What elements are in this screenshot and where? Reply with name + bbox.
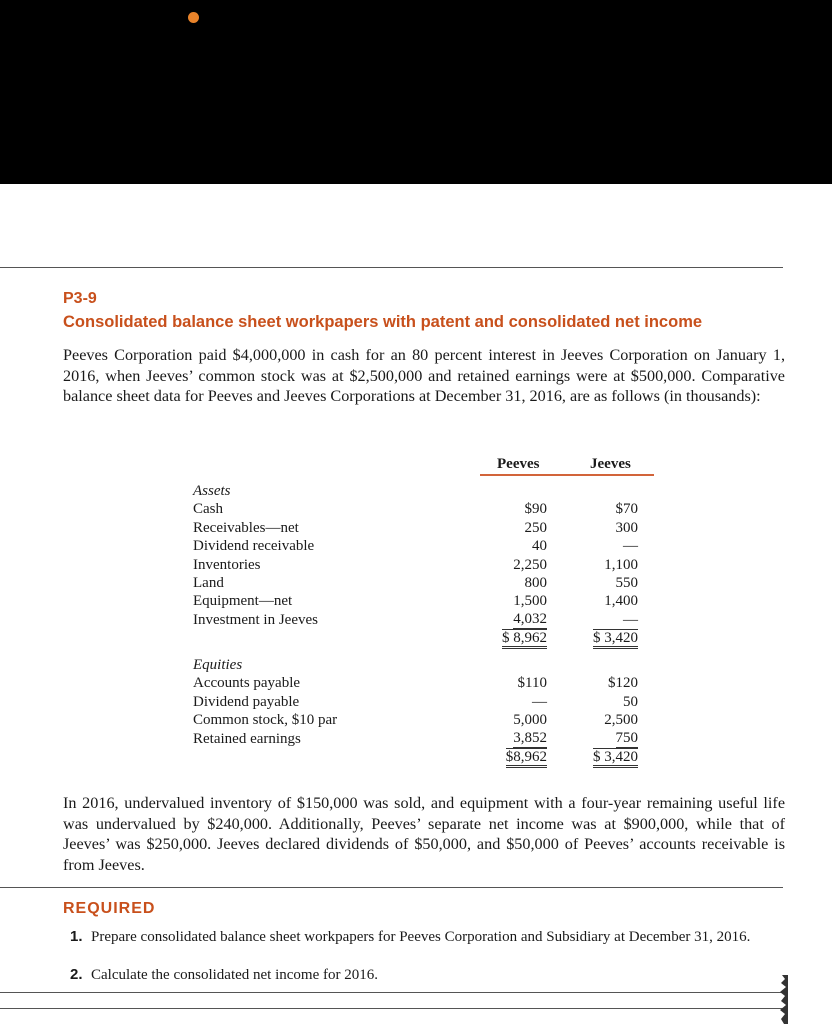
row-label: Dividend receivable bbox=[193, 538, 315, 555]
table-row bbox=[0, 674, 832, 692]
peeves-value: 4,032 bbox=[513, 610, 547, 627]
peeves-value: 1,500 bbox=[513, 593, 547, 610]
item-text: Prepare consolidated balance sheet workpapers for Peeves Corporation and Subsidiary at December 31, 2016. bbox=[91, 929, 751, 945]
jeeves-equities-total: $ 3,420 bbox=[593, 748, 638, 768]
jeeves-value: 750 bbox=[615, 729, 638, 746]
peeves-value: 2,250 bbox=[513, 556, 547, 573]
top-black-bar bbox=[0, 0, 832, 184]
table-row bbox=[0, 500, 832, 518]
table-row bbox=[0, 711, 832, 729]
problem-note: In 2016, undervalued inventory of $150,000 was sold, and equipment with a four-year remaining useful life was undervalued by $240,000. Additionally, Peeves’ separate net income was at $900,000, while that of Jeeves’ was $250,000. Jeeves declared dividends of $50,000, and $50,000 of Peeves’ accounts receivable is from Jeeves. bbox=[63, 794, 785, 874]
item-text: Calculate the consolidated net income for 2016. bbox=[91, 967, 378, 983]
header-underline bbox=[480, 474, 654, 476]
row-label: Receivables—net bbox=[193, 519, 299, 536]
peeves-value: 5,000 bbox=[513, 712, 547, 729]
table-row bbox=[0, 693, 832, 711]
bottom-divider bbox=[0, 992, 783, 993]
peeves-value: 3,852 bbox=[513, 729, 547, 746]
peeves-value: 40 bbox=[532, 538, 547, 555]
table-row bbox=[0, 592, 832, 610]
row-label: Equipment—net bbox=[193, 593, 293, 610]
table-row bbox=[0, 556, 832, 574]
row-label: Investment in Jeeves bbox=[193, 611, 318, 628]
assets-heading: Assets bbox=[193, 483, 231, 499]
bottom-divider-2 bbox=[0, 1008, 783, 1009]
equities-heading-row bbox=[0, 656, 832, 674]
table-row bbox=[0, 574, 832, 592]
jeeves-value: $120 bbox=[608, 675, 638, 692]
peeves-value: $110 bbox=[517, 675, 547, 692]
peeves-assets-total: $ 8,962 bbox=[502, 629, 547, 649]
assets-total-row bbox=[0, 629, 832, 647]
jeeves-value: — bbox=[623, 538, 638, 555]
jeeves-value: 2,500 bbox=[604, 712, 638, 729]
col-header-jeeves: Jeeves bbox=[590, 456, 631, 472]
row-label: Dividend payable bbox=[193, 693, 300, 710]
row-label: Common stock, $10 par bbox=[193, 712, 338, 729]
peeves-value: 800 bbox=[524, 575, 547, 591]
row-label: Inventories bbox=[193, 556, 261, 573]
required-divider bbox=[0, 887, 783, 888]
peeves-equities-total: $8,962 bbox=[506, 748, 547, 768]
table-row bbox=[0, 537, 832, 555]
top-divider bbox=[0, 267, 783, 268]
required-item-1 bbox=[70, 928, 785, 946]
table-row bbox=[0, 611, 832, 629]
required-item-2 bbox=[70, 966, 785, 984]
jeeves-value: 550 bbox=[615, 575, 638, 591]
table-row bbox=[0, 519, 832, 537]
jeeves-value: 1,100 bbox=[604, 556, 638, 573]
jeeves-value: 300 bbox=[615, 519, 638, 536]
equities-heading: Equities bbox=[193, 657, 243, 673]
row-label: Land bbox=[193, 575, 224, 591]
item-number: 1. bbox=[70, 928, 83, 945]
jeeves-value: 1,400 bbox=[604, 593, 638, 610]
item-number: 2. bbox=[70, 966, 83, 983]
jeeves-value: 50 bbox=[623, 693, 638, 710]
row-label: Accounts payable bbox=[193, 675, 301, 692]
problem-intro: Peeves Corporation paid $4,000,000 in cash for an 80 percent interest in Jeeves Corporation on January 1, 2016, when Jeeves’ common stock was at $2,500,000 and retained earnings were at $500,000. Comparative balance sheet data for Peeves and Jeeves Corporations at December 31, 2016, are as follows (in thousands): bbox=[63, 346, 785, 405]
row-label: Retained earnings bbox=[193, 730, 301, 747]
problem-id: P3-9 bbox=[63, 290, 97, 307]
assets-heading-row bbox=[0, 482, 832, 500]
jeeves-value: $70 bbox=[615, 501, 638, 518]
jeeves-value: — bbox=[623, 611, 638, 628]
required-heading: REQUIRED bbox=[63, 900, 156, 917]
peeves-value: — bbox=[532, 693, 547, 710]
peeves-value: 250 bbox=[524, 519, 547, 536]
orange-dot-indicator bbox=[188, 12, 199, 23]
torn-page-edge bbox=[776, 975, 788, 1024]
table-row bbox=[0, 730, 832, 748]
equities-total-row bbox=[0, 748, 832, 766]
row-label: Cash bbox=[193, 501, 223, 518]
peeves-value: $90 bbox=[524, 501, 547, 518]
col-header-peeves: Peeves bbox=[497, 456, 540, 472]
problem-title: Consolidated balance sheet workpapers with patent and consolidated net income bbox=[63, 313, 703, 331]
jeeves-assets-total: $ 3,420 bbox=[593, 629, 638, 649]
